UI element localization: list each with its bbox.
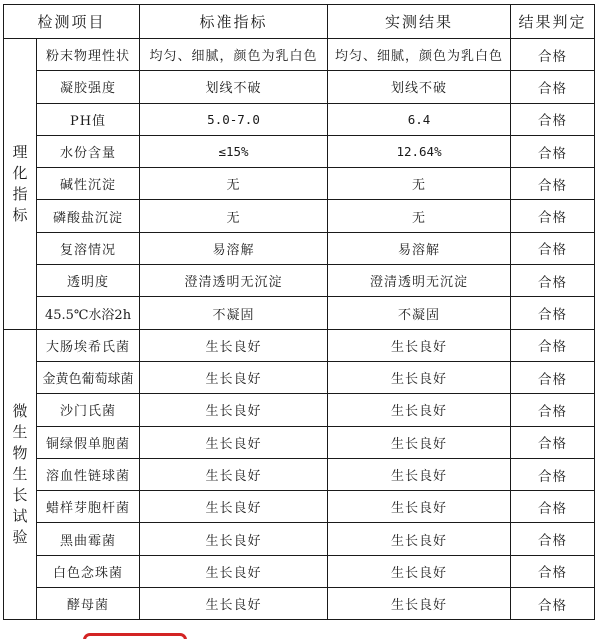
cell-standard: 无 <box>140 200 328 232</box>
header-judgement: 结果判定 <box>511 5 595 39</box>
cell-item: 磷酸盐沉淀 <box>37 200 140 232</box>
cell-item: 粉末物理性状 <box>37 39 140 71</box>
cell-standard: 生长良好 <box>140 458 328 490</box>
cell-item: 大肠埃希氏菌 <box>37 329 140 361</box>
cell-judgement: 合格 <box>511 297 595 329</box>
cell-judgement: 合格 <box>511 232 595 264</box>
cell-result: 无 <box>328 168 511 200</box>
cell-result: 生长良好 <box>328 329 511 361</box>
cell-standard: 不凝固 <box>140 297 328 329</box>
table-row <box>4 426 595 458</box>
cell-judgement: 合格 <box>511 71 595 103</box>
cell-item: 透明度 <box>37 265 140 297</box>
cell-standard: 5.0-7.0 <box>140 103 328 135</box>
cell-judgement: 合格 <box>511 523 595 555</box>
cell-item: 铜绿假单胞菌 <box>37 426 140 458</box>
cell-item: 凝胶强度 <box>37 71 140 103</box>
table-row <box>4 135 595 167</box>
table-row <box>4 71 595 103</box>
cell-item: 溶血性链球菌 <box>37 458 140 490</box>
table-row <box>4 458 595 490</box>
group-label-physicochemical: 理化指标 <box>4 39 37 330</box>
cell-item: 金黄色葡萄球菌 <box>37 361 140 393</box>
cell-standard: 生长良好 <box>140 491 328 523</box>
cell-standard: 生长良好 <box>140 523 328 555</box>
cell-judgement: 合格 <box>511 588 595 620</box>
cell-item: 黑曲霉菌 <box>37 523 140 555</box>
cell-judgement: 合格 <box>511 491 595 523</box>
cell-result: 易溶解 <box>328 232 511 264</box>
cell-judgement: 合格 <box>511 361 595 393</box>
header-test-item: 检测项目 <box>4 5 140 39</box>
cell-standard: 生长良好 <box>140 329 328 361</box>
cell-standard: 生长良好 <box>140 426 328 458</box>
cell-standard: ≤15% <box>140 135 328 167</box>
red-highlight-box <box>83 633 187 639</box>
cell-judgement: 合格 <box>511 555 595 587</box>
cell-judgement: 合格 <box>511 135 595 167</box>
cell-standard: 无 <box>140 168 328 200</box>
cell-standard: 均匀、细腻，颜色为乳白色 <box>140 39 328 71</box>
cell-judgement: 合格 <box>511 394 595 426</box>
cell-item: 复溶情况 <box>37 232 140 264</box>
cell-standard: 生长良好 <box>140 394 328 426</box>
cell-standard: 生长良好 <box>140 361 328 393</box>
cell-result: 生长良好 <box>328 426 511 458</box>
cell-judgement: 合格 <box>511 39 595 71</box>
cell-judgement: 合格 <box>511 103 595 135</box>
table-row <box>4 103 595 135</box>
cell-judgement: 合格 <box>511 200 595 232</box>
cell-result: 不凝固 <box>328 297 511 329</box>
table-body <box>4 39 595 620</box>
header-measured-result: 实测结果 <box>328 5 511 39</box>
cell-item: 沙门氏菌 <box>37 394 140 426</box>
cell-result: 12.64% <box>328 135 511 167</box>
cell-standard: 生长良好 <box>140 588 328 620</box>
cell-standard: 易溶解 <box>140 232 328 264</box>
cell-item: 45.5℃水浴2h <box>37 297 140 329</box>
cell-result: 6.4 <box>328 103 511 135</box>
table-row <box>4 394 595 426</box>
cell-result: 无 <box>328 200 511 232</box>
cell-judgement: 合格 <box>511 426 595 458</box>
header-row <box>4 5 595 39</box>
table-row <box>4 200 595 232</box>
cell-result: 生长良好 <box>328 491 511 523</box>
table-row <box>4 491 595 523</box>
cell-result: 生长良好 <box>328 458 511 490</box>
table-row <box>4 588 595 620</box>
table-row <box>4 329 595 361</box>
cell-item: PH值 <box>37 103 140 135</box>
cell-judgement: 合格 <box>511 458 595 490</box>
table-row <box>4 297 595 329</box>
cell-result: 生长良好 <box>328 394 511 426</box>
cell-result: 生长良好 <box>328 523 511 555</box>
cell-result: 生长良好 <box>328 588 511 620</box>
cell-result: 生长良好 <box>328 555 511 587</box>
cell-result: 划线不破 <box>328 71 511 103</box>
cell-item: 酵母菌 <box>37 588 140 620</box>
cell-standard: 生长良好 <box>140 555 328 587</box>
table-row <box>4 555 595 587</box>
cell-result: 澄清透明无沉淀 <box>328 265 511 297</box>
table-row <box>4 168 595 200</box>
group-label-microbial-growth: 微生物生长试验 <box>4 329 37 620</box>
cell-item: 碱性沉淀 <box>37 168 140 200</box>
cell-standard: 澄清透明无沉淀 <box>140 265 328 297</box>
cell-result: 生长良好 <box>328 361 511 393</box>
test-report-table <box>3 4 595 620</box>
cell-item: 蜡样芽胞杆菌 <box>37 491 140 523</box>
cell-judgement: 合格 <box>511 329 595 361</box>
table-row <box>4 232 595 264</box>
cell-judgement: 合格 <box>511 265 595 297</box>
table-row <box>4 523 595 555</box>
cell-standard: 划线不破 <box>140 71 328 103</box>
table-row <box>4 39 595 71</box>
table-row <box>4 361 595 393</box>
cell-item: 白色念珠菌 <box>37 555 140 587</box>
table-row <box>4 265 595 297</box>
cell-judgement: 合格 <box>511 168 595 200</box>
cell-item: 水份含量 <box>37 135 140 167</box>
header-standard: 标准指标 <box>140 5 328 39</box>
cell-result: 均匀、细腻，颜色为乳白色 <box>328 39 511 71</box>
